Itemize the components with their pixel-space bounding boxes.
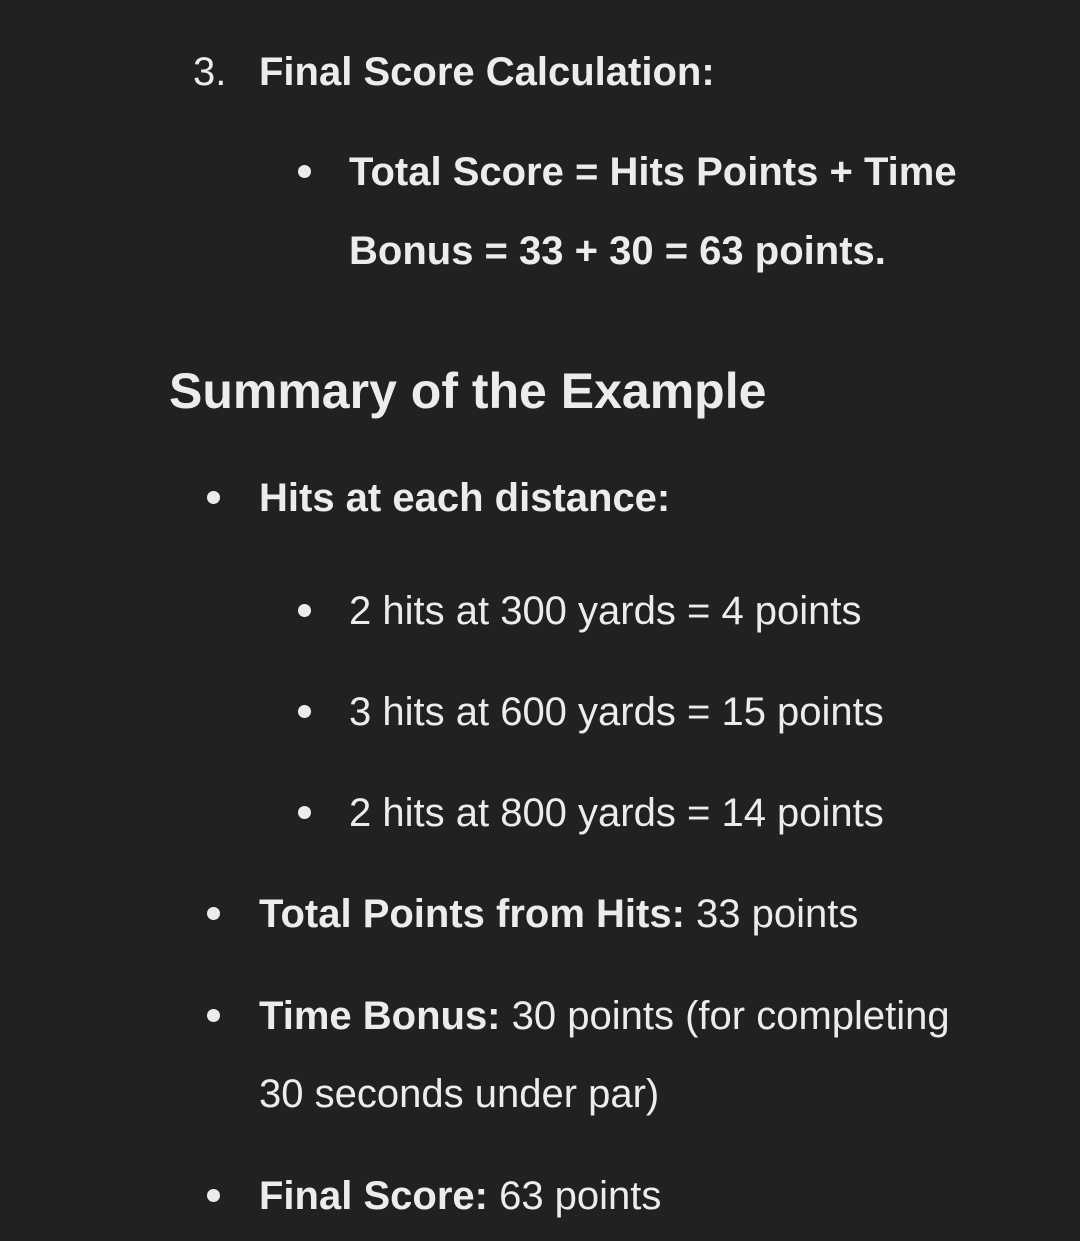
- bullet-icon: [207, 1009, 220, 1022]
- distance-item: 3 hits at 600 yards = 15 points: [349, 690, 884, 734]
- time-bonus-line: [259, 996, 950, 1036]
- final-score-value: 63 points: [487, 1174, 662, 1218]
- distance-item: 2 hits at 800 yards = 14 points: [349, 791, 884, 835]
- time-bonus-label: Time Bonus:: [259, 994, 501, 1038]
- formula-line-1: Total Score = Hits Points + Time: [349, 150, 957, 194]
- final-score-line: [259, 1176, 661, 1216]
- bullet-icon: [207, 491, 220, 504]
- list-number: 3.: [193, 50, 227, 94]
- bullet-icon: [207, 1189, 220, 1202]
- bullet-icon: [298, 604, 311, 617]
- hits-label: Hits at each distance:: [259, 476, 671, 520]
- final-score-label: Final Score:: [259, 1174, 488, 1218]
- total-points-line: [259, 894, 858, 934]
- summary-title: Summary of the Example: [169, 363, 767, 419]
- section-heading: Final Score Calculation:: [259, 50, 715, 94]
- bullet-icon: [207, 907, 220, 920]
- bullet-icon: [298, 806, 311, 819]
- time-bonus-value: 30 points (for completing: [500, 994, 950, 1038]
- distance-item: 2 hits at 300 yards = 4 points: [349, 589, 862, 633]
- formula-line-2: Bonus = 33 + 30 = 63 points.: [349, 229, 886, 273]
- total-points-value: 33 points: [684, 892, 859, 936]
- bullet-icon: [298, 165, 311, 178]
- total-points-label: Total Points from Hits:: [259, 892, 685, 936]
- time-bonus-continuation: 30 seconds under par): [259, 1072, 660, 1116]
- bullet-icon: [298, 705, 311, 718]
